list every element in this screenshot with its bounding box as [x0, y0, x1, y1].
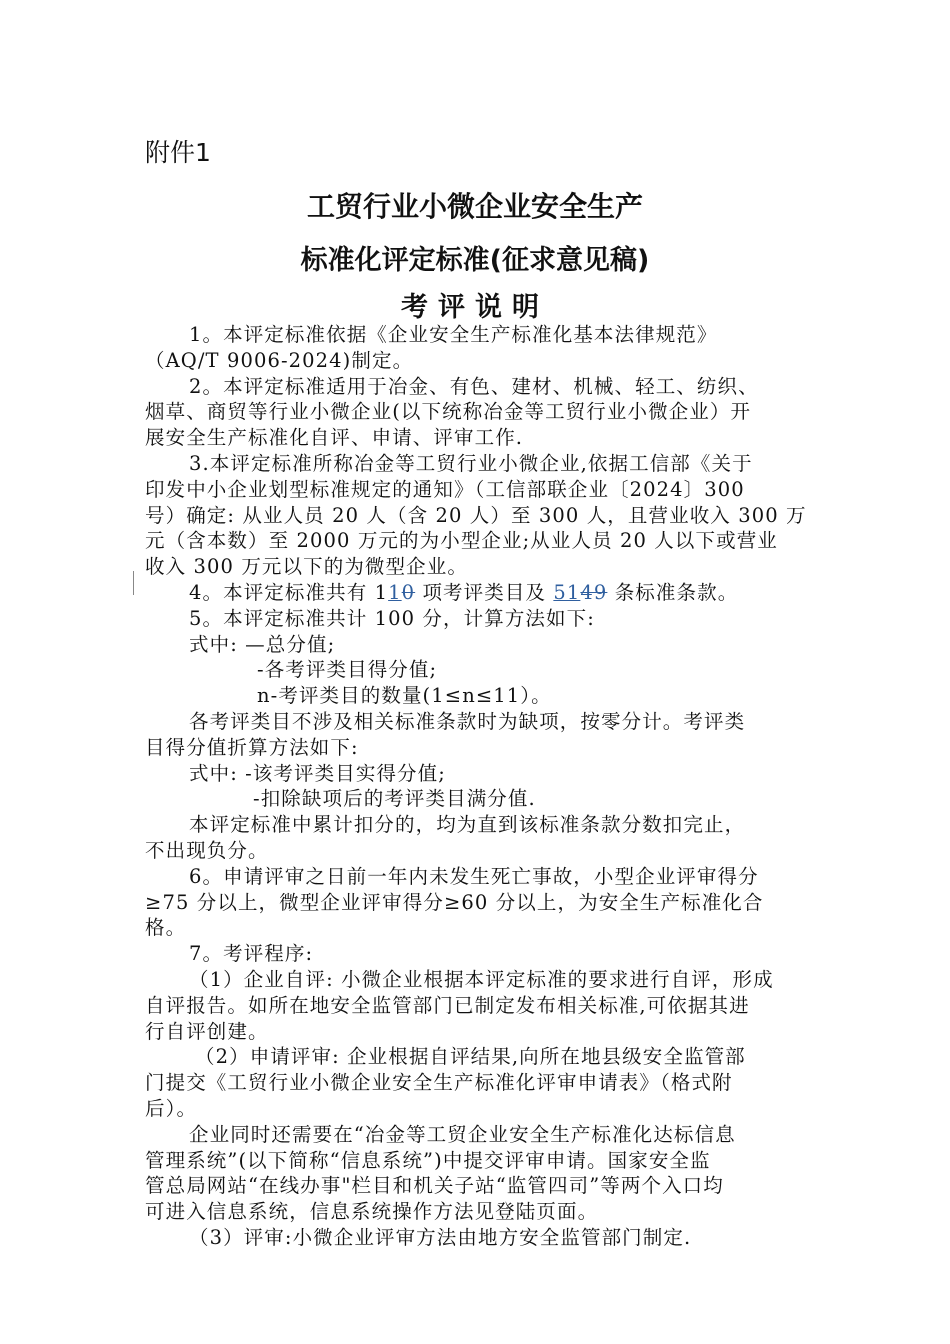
- body-line: （2）申请评审: 企业根据自评结果,向所在地县级安全监管部: [195, 1045, 746, 1069]
- body-line: 6。申请评审之日前一年内未发生死亡事故，小型企业评审得分: [189, 864, 759, 888]
- text-run: 条标准条款。: [607, 580, 739, 604]
- body-line: 目得分值折算方法如下:: [145, 735, 359, 759]
- body-line: 自评报告。如所在地安全监管部门已制定发布相关标准,可依据其进: [145, 993, 750, 1017]
- body-line: 可进入信息系统，信息系统操作方法见登陆页面。: [145, 1200, 599, 1224]
- deleted-text: 49: [580, 580, 608, 604]
- body-line: 3.本评定标准所称冶金等工贸行业小微企业,依据工信部《关于: [189, 451, 753, 475]
- body-line: 管理系统”(以下简称“信息系统”)中提交评审申请。国家安全监: [145, 1148, 711, 1172]
- text-run: 项考评类目及: [415, 580, 554, 604]
- document-title-line1: 工贸行业小微企业安全生产: [306, 190, 643, 223]
- body-line: 格。: [145, 916, 187, 940]
- body-line: （1）企业自评: 小微企业根据本评定标准的要求进行自评，形成: [189, 967, 774, 991]
- body-line: 展安全生产标准化自评、申请、评审工作.: [145, 426, 524, 450]
- body-line: 收入 300 万元以下的为微型企业。: [145, 555, 468, 579]
- document-body: [145, 322, 815, 1251]
- body-line: （3）评审:小微企业评审方法由地方安全监管部门制定.: [189, 1225, 692, 1249]
- body-line: 门提交《工贸行业小微企业安全生产标准化评审申请表》（格式附: [145, 1071, 733, 1095]
- body-line: 管总局网站“在线办事"栏目和机关子站“监管四司”等两个入口均: [145, 1174, 724, 1198]
- body-line-tracked-changes: [145, 580, 815, 606]
- body-line: 印发中小企业划型标准规定的通知》（工信部联企业〔2024〕300: [145, 477, 745, 501]
- body-line: 不出现负分。: [145, 838, 269, 862]
- deleted-text: 0: [401, 580, 416, 604]
- body-line: 1。本评定标准依据《企业安全生产标准化基本法律规范》: [189, 323, 718, 346]
- body-line: 行自评创建。: [145, 1019, 269, 1043]
- body-line: 5。本评定标准共计 100 分，计算方法如下:: [189, 606, 595, 630]
- body-line: -扣除缺项后的考评类目满分值.: [253, 787, 536, 811]
- text-run: 4。本评定标准共有 1: [189, 580, 389, 604]
- body-line: 7。考评程序:: [189, 942, 314, 966]
- inserted-text: 51: [553, 580, 581, 604]
- body-line: n-考评类目的数量(1≤n≤11）。: [257, 684, 552, 708]
- body-line: ≥75 分以上，微型企业评审得分≥60 分以上，为安全生产标准化合: [145, 890, 764, 914]
- body-line: 烟草、商贸等行业小微企业(以下统称冶金等工贸行业小微企业）开: [145, 400, 752, 424]
- body-line: -各考评类目得分值;: [257, 658, 438, 682]
- body-line: 各考评类目不涉及相关标准条款时为缺项，按零分计。考评类: [189, 709, 746, 733]
- body-line: 2。本评定标准适用于冶金、有色、建材、机械、轻工、纺织、: [189, 374, 759, 398]
- body-line: 后）。: [145, 1096, 198, 1120]
- revision-change-bar: [133, 571, 134, 595]
- body-line: （AQ/T 9006-2024)制定。: [145, 348, 414, 372]
- section-title: 考评说明: [401, 292, 549, 323]
- inserted-text: 1: [388, 580, 402, 604]
- document-title-line2: 标准化评定标准(征求意见稿): [300, 245, 650, 276]
- body-line: 元（含本数）至 2000 万元的为小型企业;从业人员 20 人以下或营业: [145, 529, 778, 553]
- body-line: 本评定标准中累计扣分的，均为直到该标准条款分数扣完止，: [189, 813, 746, 837]
- body-line: 号）确定: 从业人员 20 人（含 20 人）至 300 人，且营业收入 300 万: [145, 503, 807, 527]
- body-line: 式中: —总分值;: [189, 632, 336, 656]
- body-line: 式中: -该考评类目实得分值;: [189, 761, 446, 785]
- attachment-label: 附件1: [145, 138, 211, 167]
- body-line: 企业同时还需要在“冶金等工贸企业安全生产标准化达标信息: [189, 1122, 736, 1146]
